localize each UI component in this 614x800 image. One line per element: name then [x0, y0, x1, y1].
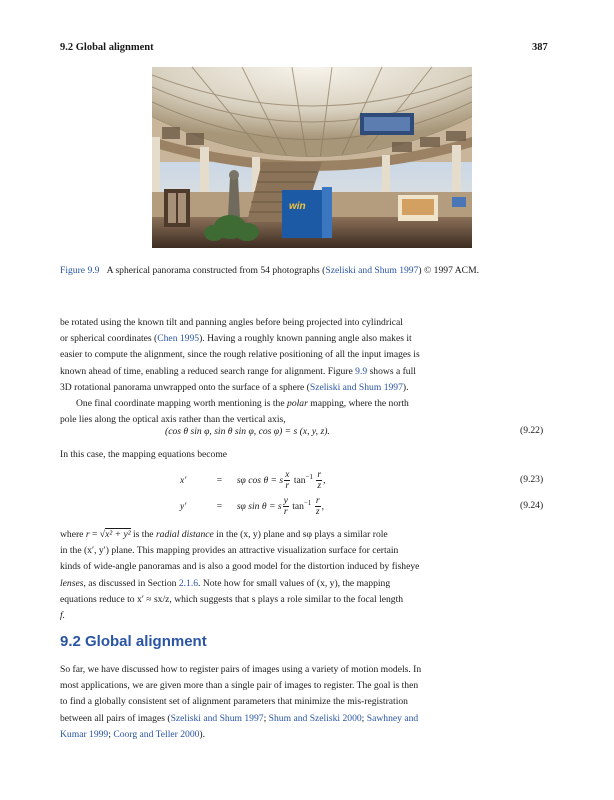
citation-link[interactable]: Kumar 1999: [60, 728, 109, 740]
text-line: lenses, as discussed in Section 2.1.6. Note how for small values of (x, y), the mapping: [60, 577, 391, 589]
citation-link[interactable]: Szeliski and Shum 1997: [309, 381, 403, 393]
section-ref-link[interactable]: 2.1.6: [178, 577, 199, 589]
text-line: One final coordinate mapping worth mentioning is the polar mapping, where the north: [76, 398, 409, 409]
citation-link[interactable]: Coorg and Teller 2000: [113, 728, 200, 740]
section-heading: 9.2 Global alignment: [60, 633, 207, 650]
paragraph-1: [60, 315, 555, 396]
equation-number: (9.23): [520, 474, 544, 485]
text-line: Kumar 1999; Coorg and Teller 2000).: [60, 728, 206, 740]
paragraph-2: [60, 396, 555, 428]
paragraph-4: [60, 527, 555, 624]
text-line: So far, we have discussed how to register pairs of images using a variety of motion models. In: [60, 664, 422, 675]
text-line: where r = √x² + y² is the radial distance in the (x, y) plane and sφ plays a similar role: [60, 529, 388, 540]
caption-citation[interactable]: Szeliski and Shum 1997: [325, 265, 419, 276]
citation-link[interactable]: Sawhney and: [366, 712, 419, 724]
text-line: or spherical coordinates (Chen 1995). Having a roughly known panning angle also makes it: [60, 333, 412, 345]
equation-number: (9.24): [520, 500, 544, 511]
text-line: 3D rotational panorama unwrapped onto the surface of a sphere (Szeliski and Shum 1997).: [60, 381, 409, 393]
text-line: most applications, we are given more than a single pair of images to register. The goal is then: [60, 680, 419, 692]
spherical-panorama-image: [152, 67, 472, 248]
citation-link[interactable]: Chen 1995: [157, 333, 200, 345]
figure-label: Figure 9.9: [60, 265, 100, 276]
text-line: to find a globally consistent set of alignment parameters that minimize the mis-registration: [60, 696, 408, 708]
text-line: be rotated using the known tilt and panning angles before being projected into cylindrical: [60, 317, 403, 328]
citation-link[interactable]: Shum and Szeliski 2000: [268, 712, 362, 724]
text-line: between all pairs of images (Szeliski and Shum 1997; Shum and Szeliski 2000; Sawhney and: [60, 712, 419, 724]
figure-ref-link[interactable]: 9.9: [355, 365, 368, 377]
running-header-section: 9.2 Global alignment: [60, 42, 154, 53]
caption-copyright: ) © 1997 ACM.: [418, 265, 479, 276]
equation-number: (9.22): [520, 425, 544, 436]
paragraph-3: In this case, the mapping equations become: [60, 449, 228, 460]
equation-9-22: (cos θ sin φ, sin θ sin φ, cos φ) = s (x, y, z).: [165, 426, 330, 437]
equation-9-24: y′ = sφ sin θ = s $\frac{y}{r}$ $\tan^{-1}$ $\frac{r}{z}$ ,: [180, 495, 324, 518]
text-line: known ahead of time, enabling a reduced search range for alignment. Figure 9.9 shows a full: [60, 365, 416, 377]
figure-caption: [60, 264, 560, 277]
paragraph-5: [60, 662, 555, 743]
citation-link[interactable]: Szeliski and Shum 1997: [170, 712, 264, 724]
text-line: equations reduce to x′ ≈ sx/z, which suggests that s plays a role similar to the focal length: [60, 593, 404, 605]
page-number: 387: [532, 42, 548, 53]
text-line: f.: [60, 610, 66, 622]
display-sign-text: win: [289, 201, 306, 212]
text-line: pole lies along the optical axis rather than the vertical axis,: [60, 414, 286, 426]
caption-text: A spherical panorama constructed from 54 photographs (: [106, 265, 326, 276]
equation-9-23: x′ = sφ cos θ = s $\frac{x}{r}$ $\tan^{-1}$ $\frac{r}{z}$ ,: [180, 469, 326, 492]
text-line: kinds of wide-angle panoramas and is also a good model for the distortion induced by fisheye: [60, 561, 420, 573]
text-line: in the (x′, y′) plane. This mapping provides an attractive visualization surface for certain: [60, 545, 399, 557]
text-line: easier to compute the alignment, since the rough relative positioning of all the input images is: [60, 349, 420, 361]
